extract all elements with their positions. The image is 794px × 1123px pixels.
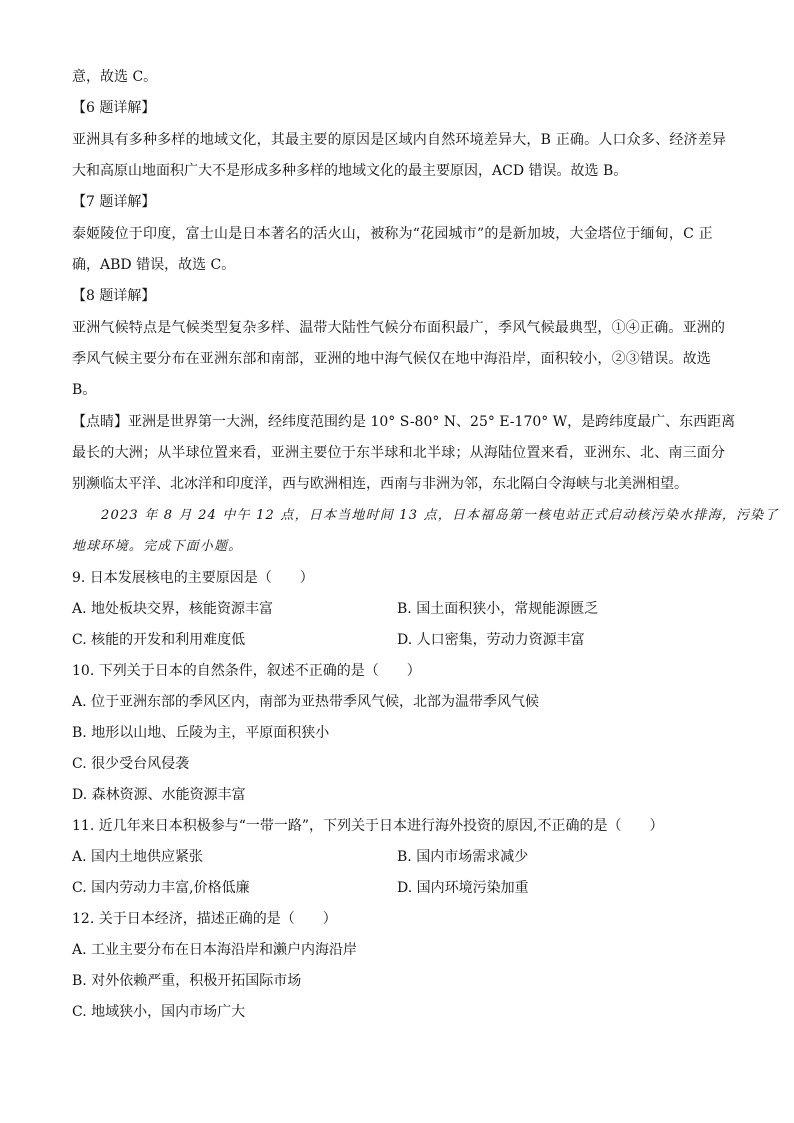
section-heading-7: 【7 题详解】	[72, 194, 156, 210]
question-9-option-d: D. 人口密集，劳动力资源丰富	[397, 632, 585, 648]
question-11-stem: 11. 近几年来日本积极参与“一带一路”，下列关于日本进行海外投资的原因,不正确的是（ ）	[72, 818, 664, 834]
question-10-option-a: A. 位于亚洲东部的季风区内，南部为亚热带季风气候，北部为温带季风气候	[72, 694, 540, 710]
question-11-option-d: D. 国内环境污染加重	[397, 880, 529, 896]
question-12-stem: 12. 关于日本经济，描述正确的是（ ）	[72, 911, 337, 927]
question-11-option-a: A. 国内土地供应紧张	[72, 849, 204, 865]
question-12-option-a: A. 工业主要分布在日本海沿岸和濑户内海沿岸	[72, 942, 358, 958]
text-line: B。	[72, 382, 97, 398]
text-line: 亚洲具有多种多样的地域文化，其最主要的原因是区域内自然环境差异大，B 正确。人口众多、经济差异	[72, 132, 727, 148]
question-10-stem: 10. 下列关于日本的自然条件，叙述不正确的是（ ）	[72, 663, 421, 679]
key-point-line: 【点睛】亚洲是世界第一大洲，经纬度范围约是 10° S-80° N、25° E-170° W，是跨纬度最广、东西距离	[72, 414, 736, 430]
question-12-option-b: B. 对外依赖严重，积极开拓国际市场	[72, 973, 302, 989]
text-line: 别濒临太平洋、北冰洋和印度洋，西与欧洲相连，西南与非洲为邻，东北隔白令海峡与北美洲相望。	[72, 476, 688, 492]
question-11-option-c: C. 国内劳动力丰富,价格低廉	[72, 880, 250, 896]
question-9-stem: 9. 日本发展核电的主要原因是（ ）	[72, 570, 314, 586]
text-line: 亚洲气候特点是气候类型复杂多样、温带大陆性气候分布面积最广，季风气候最典型，①④正确。亚洲的	[72, 320, 726, 336]
question-9-option-a: A. 地处板块交界，核能资源丰富	[72, 601, 274, 617]
question-10-option-d: D. 森林资源、水能资源丰富	[72, 787, 246, 803]
material-line: 2023 年 8 月 24 中午 12 点，日本当地时间 13 点，日本福岛第一核电站正式启动核污染水排海，污染了	[101, 508, 779, 523]
material-line: 地球环境。完成下面小题。	[72, 539, 243, 554]
section-heading-8: 【8 题详解】	[72, 288, 156, 304]
text-line: 意，故选 C。	[72, 69, 158, 85]
text-line: 大和高原山地面积广大不是形成多种多样的地域文化的最主要原因，ACD 错误。故选 B。	[72, 163, 628, 179]
text-line: 最长的大洲；从半球位置来看，亚洲主要位于东半球和北半球；从海陆位置来看，亚洲东、北、南三面分	[72, 445, 726, 461]
question-12-option-c: C. 地域狭小，国内市场广大	[72, 1004, 246, 1020]
section-heading-6: 【6 题详解】	[72, 100, 156, 116]
question-10-option-b: B. 地形以山地、丘陵为主，平原面积狭小	[72, 725, 330, 741]
text-line: 泰姬陵位于印度，富士山是日本著名的活火山，被称为“花园城市”的是新加坡，大金塔位于缅甸，C 正	[72, 226, 713, 242]
text-line: 确，ABD 错误，故选 C。	[72, 257, 236, 273]
question-11-option-b: B. 国内市场需求减少	[397, 849, 529, 865]
text-line: 季风气候主要分布在亚洲东部和南部，亚洲的地中海气候仅在地中海沿岸，面积较小，②③错误。故选	[72, 351, 711, 367]
question-9-option-b: B. 国土面积狭小，常规能源匮乏	[397, 601, 599, 617]
question-9-option-c: C. 核能的开发和利用难度低	[72, 632, 246, 648]
question-10-option-c: C. 很少受台风侵袭	[72, 756, 190, 772]
